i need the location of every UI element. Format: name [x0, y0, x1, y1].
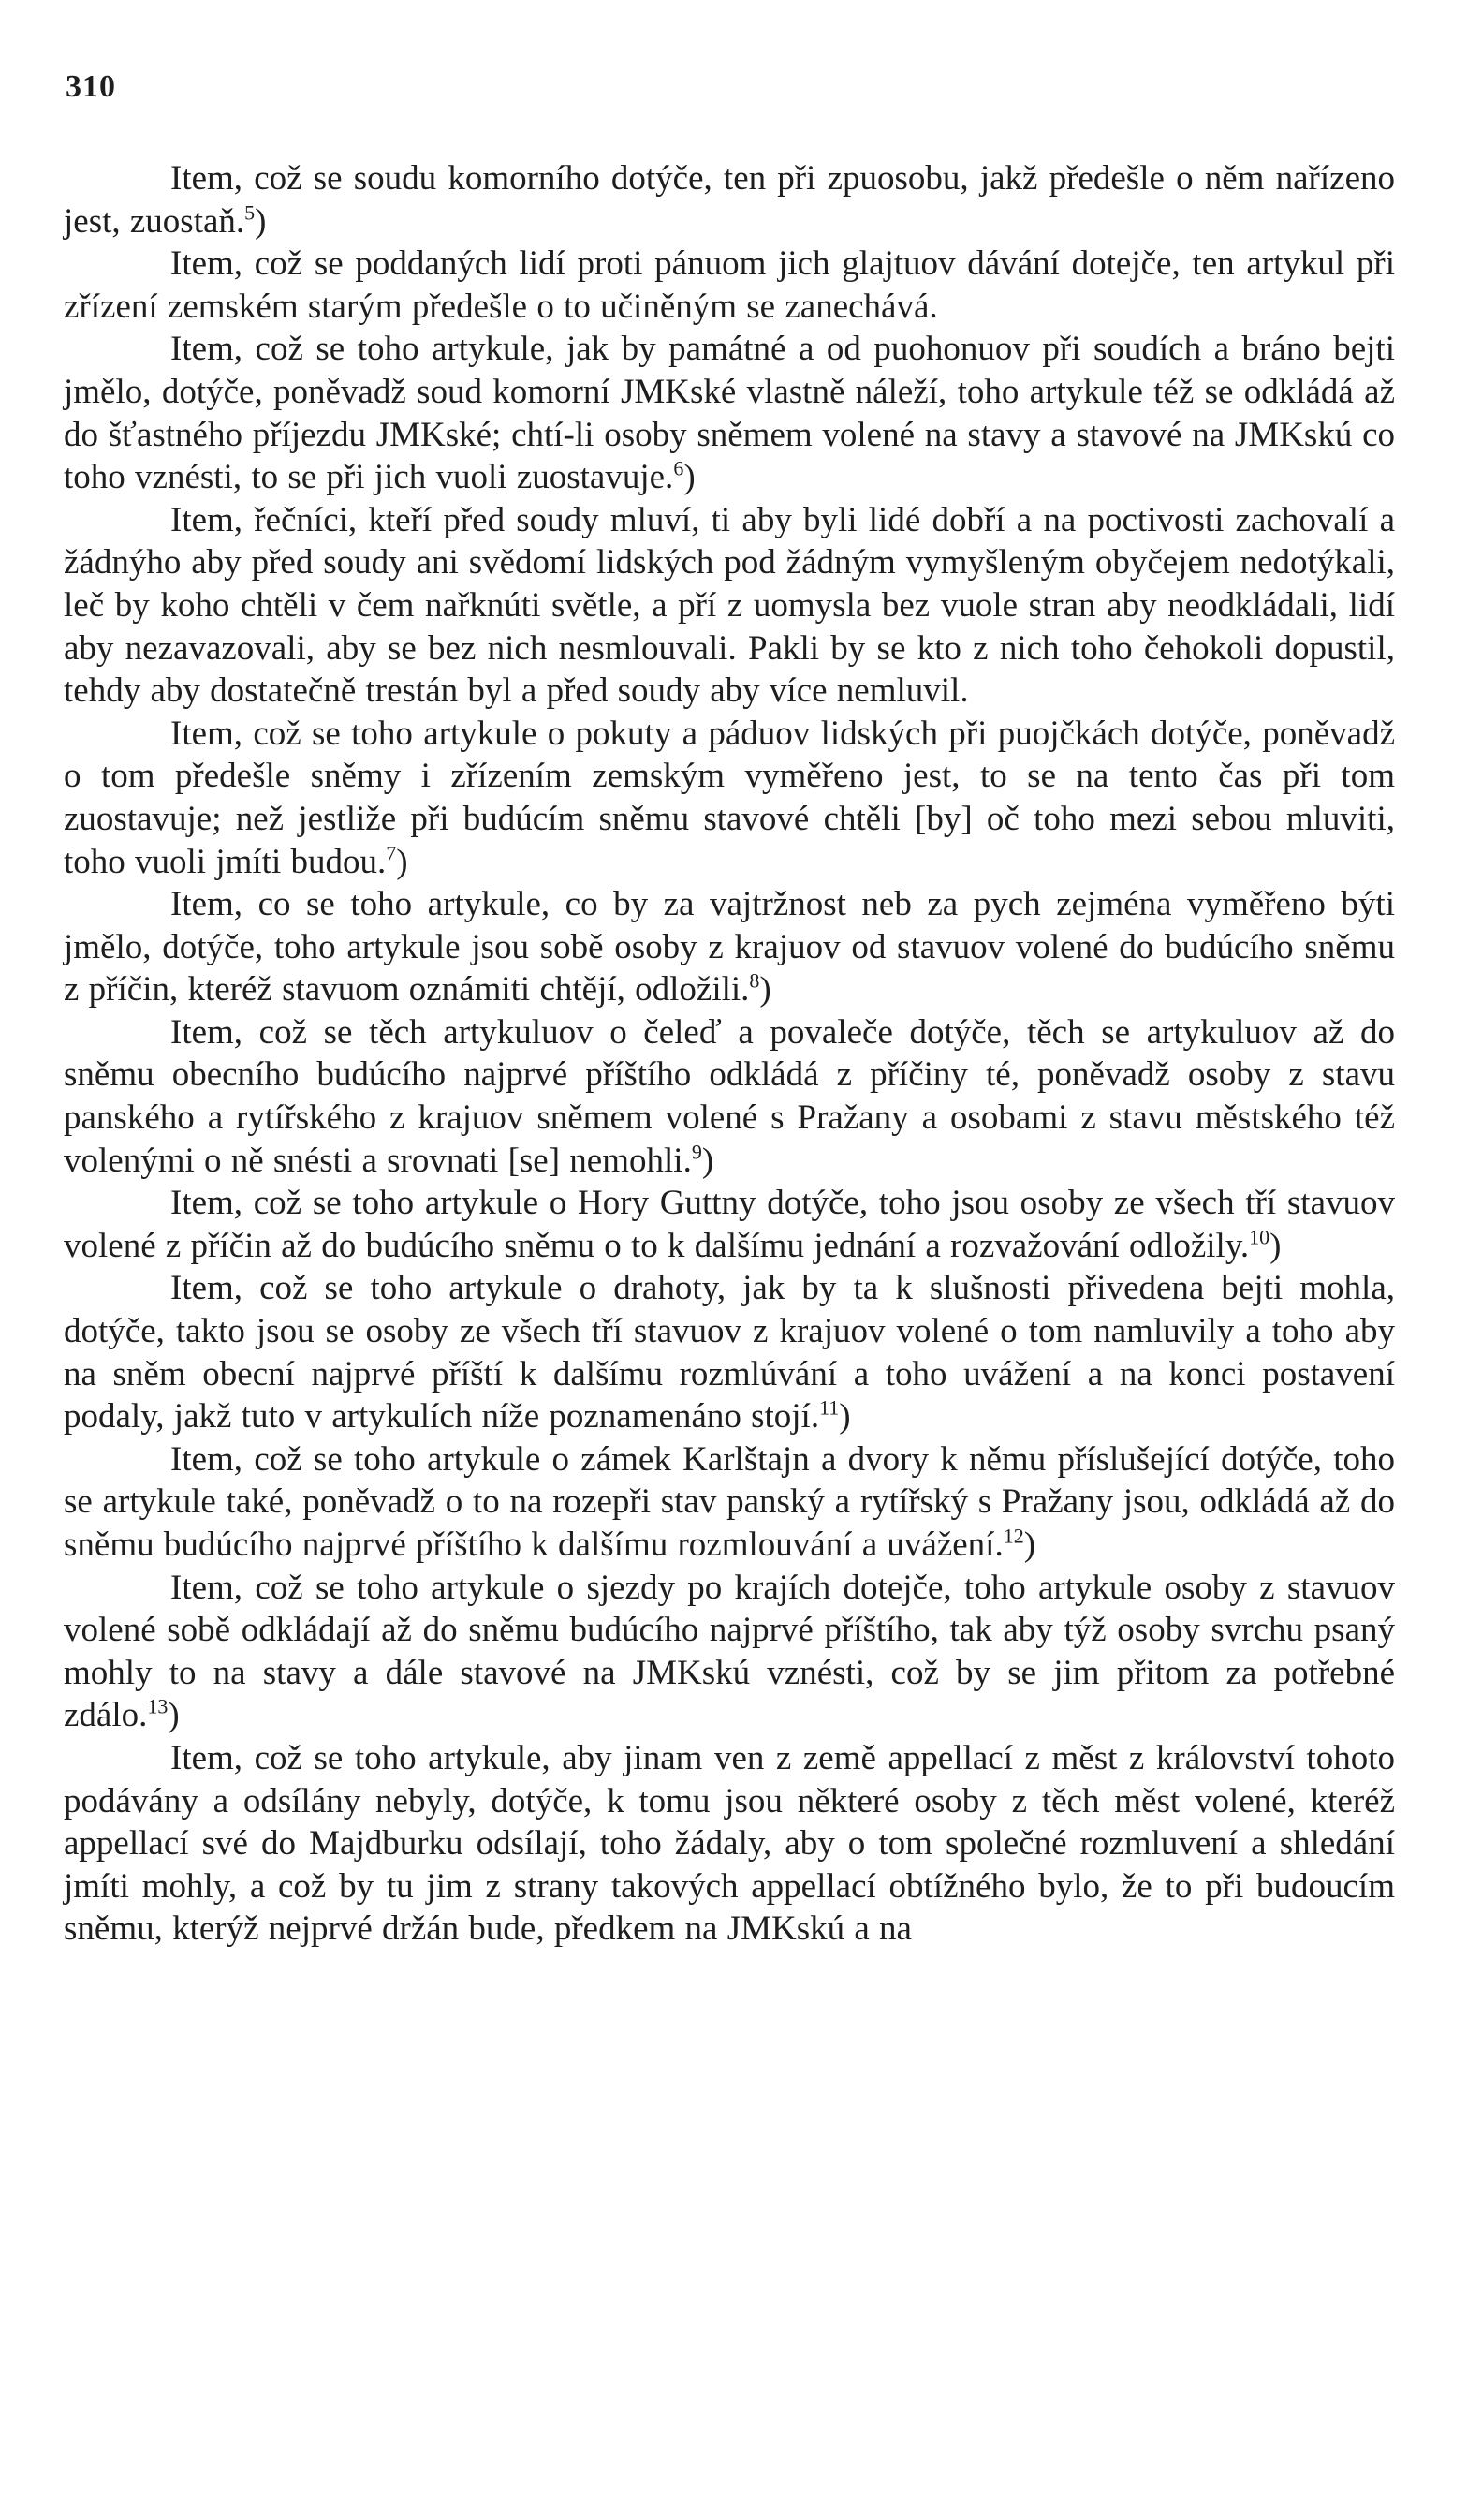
paragraph: Item, což se toho artykule o Hory Guttny dotýče, toho jsou osoby ze všech tří stavuov volené z příčin až do budúcího sněmu o to k dalšímu jednání a rozvažování odložily.$^{10}$): [64, 1184, 1395, 1265]
paragraph: Item, což se toho artykule o pokuty a páduov lidských při puojčkách dotýče, poněvadž o tom předešle sněmy i zřízením zemským vyměřeno jest, to se na tento čas při tom zuostavuje; než jestliže při budúcím sněmu stavové chtěli [by] oč toho mezi sebou mluviti, toho vuoli jmíti budou.$^7$): [64, 714, 1395, 881]
paragraph: Item, řečníci, kteří před soudy mluví, ti aby byli lidé dobří a na poctivosti zachovalí a žádnýho aby před soudy ani svědomí lidských pod žádným vymyšleným obyčejem nedotýkali, leč by koho chtěli v čem nařknúti světle, a pří z uomysla bez vuole stran aby neodkládali, lidí aby nezavazovali, aby se bez nich nesmlouvali. Pakli by se kto z nich toho čehokoli dopustil, tehdy aby dostatečně trestán byl a před soudy aby více nemluvil.: [64, 500, 1395, 711]
paragraph: Item, což se toho artykule o drahoty, jak by ta k slušnosti přivedena bejti mohla, dotýče, takto jsou se osoby ze všech tří stavuov z krajuov volené o tom namluvily a toho aby na sněm obecní najprvé příští k dalšímu rozmlúvání a toho uvážení a na konci postavení podaly, jakž tuto v artykulích níže poznamenáno stojí.$^{11}$): [64, 1269, 1395, 1437]
paragraph: Item, co se toho artykule, co by za vajtržnost neb za pych zejména vyměřeno býti jmělo, dotýče, toho artykule jsou sobě osoby z krajuov od stavuov volené do budúcího sněmu z příčin, kteréž stavuom oznámiti chtějí, odložili.$^8$): [64, 885, 1395, 1009]
paragraph: Item, což se toho artykule, jak by památné a od puohonuov při soudích a bráno bejti jmělo, dotýče, poněvadž soud komorní JMKské vlastně náleží, toho artykule též se odkládá až do šťastného příjezdu JMKské; chtí-li osoby sněmem volené na stavy a stavové na JMKskú co toho vznésti, to se při jich vuoli zuostavuje.$^6$): [64, 330, 1395, 497]
paragraph: Item, což se poddaných lidí proti pánuom jich glajtuov dávání dotejče, ten artykul při zřízení zemském starým předešle o to učiněným se zanechává.: [64, 244, 1395, 326]
paragraph: Item, což se těch artykuluov o čeleď a povalečе dotýče, těch se artykuluov až do sněmu obecního budúcího najprvé příštího odkládá z příčiny té, poněvadž osoby z stavu panského a rytířského z krajuov sněmem volené s Pražany a osobami z stavu městského též volenými o ně snésti a srovnati [se] nemohli.$^9$): [64, 1012, 1395, 1180]
footnote-ref: 13: [147, 1695, 169, 1719]
paragraph: Item, což se toho artykule, aby jinam ven z země appellací z měst z království tohoto podávány a odsílány nebyly, dotýče, k tomu jsou některé osoby z těch měst volené, kteréž appellací své do Majdburku odsílají, toho žádaly, aby o tom společné rozmluvení a shledání jmíti mohly, a což by tu jim z strany takových appellací obtížného bylo, že to při budoucím sněmu, kterýž nejprvé držán bude, předkem na JMKskú a na: [64, 1738, 1395, 1949]
footnote-ref: 5: [244, 200, 256, 225]
paragraph: Item, což se toho artykule o sjezdy po krajích dotejče, toho artykule osoby z stavuov volené sobě odkládají až do sněmu budúcího najprvé příštího, tak aby týž osoby svrchu psaný mohly to na stavy a dále stavové na JMKskú vznésti, což by se jim přitom za potřebné zdálo.$^{13}$): [64, 1568, 1395, 1735]
paragraph: Item, což se toho artykule o zámek Karlštajn a dvory k němu příslušející dotýče, toho se artykule také, poněvadž o to na rozepři stav panský a rytířský s Pražany jsou, odkládá až do sněmu budúcího najprvé příštího k dalšímu rozmlouvání a uvážení.$^{12}$): [64, 1439, 1395, 1564]
document-body: [64, 157, 1395, 1951]
footnote-ref: 10: [1249, 1225, 1270, 1249]
footnote-ref: 9: [691, 1140, 702, 1164]
footnote-ref: 11: [819, 1395, 840, 1420]
paragraph: Item, což se soudu komorního dotýče, ten při zpuosobu, jakž předešle o něm nařízeno jest, zuostaň.$^5$): [64, 159, 1395, 241]
footnote-ref: 8: [749, 968, 760, 993]
footnote-ref: 12: [1003, 1524, 1024, 1548]
footnote-ref: 7: [386, 841, 397, 865]
page-number: 310: [66, 69, 116, 104]
footnote-ref: 6: [673, 456, 684, 480]
